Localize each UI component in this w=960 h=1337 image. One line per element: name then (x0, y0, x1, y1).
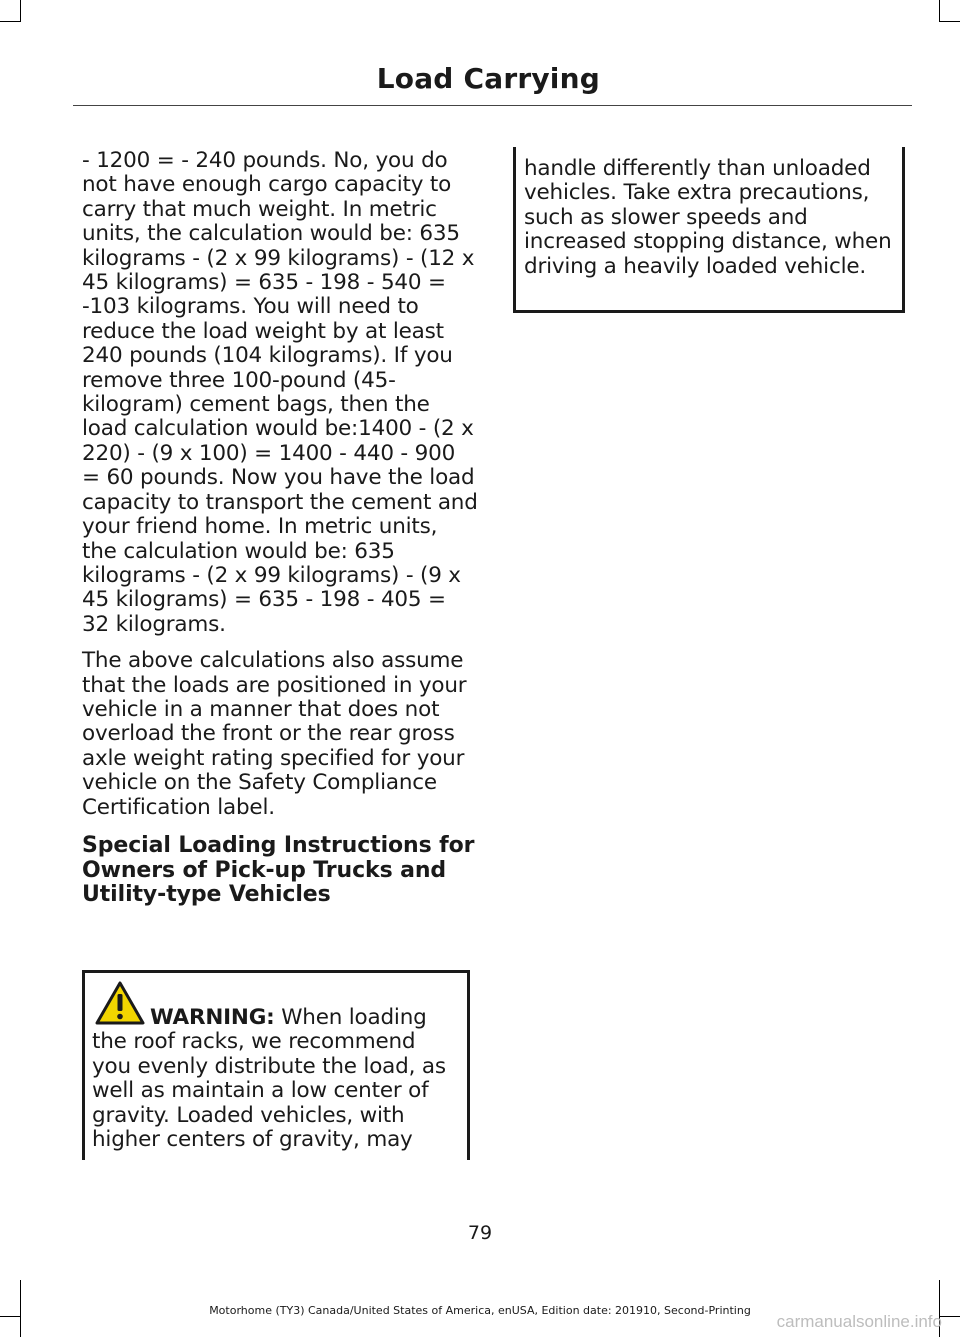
calculation-paragraph: - 1200 = - 240 pounds. No, you do not have enough cargo capacity to carry that much weight. In metric units, the calculation would be: 635 kilograms - (2 x 99 kilograms) - (12 x 45 kilograms) = 635 - 198 - 540 = -103 kilograms. You will need to reduce the load weight by at least 240 pounds (104 kilograms). If you remove three 100-pound (45-kilogram) cement bags, then the load calculation would be:1400 - (2 x 220) - (9 x 100) = 1400 - 440 - 900 = 60 pounds. Now you have the load capacity to transport the cement and your friend home. In metric units, the calculation would be: 635 kilograms - (2 x 99 kilograms) - (9 x 45 kilograms) = 635 - 198 - 405 = 32 kilograms. (82, 148, 478, 637)
warning-text (92, 983, 460, 1152)
warning-body: When loading the roof racks, we recommend you evenly distribute the load, as well as maintain a low center of gravity. Loaded vehicles, with higher centers of gravity, may (92, 1005, 446, 1153)
crop-mark (20, 0, 21, 22)
section-heading: Special Loading Instructions for Owners of Pick-up Trucks and Utility-type Vehicles (82, 832, 475, 908)
warning-box (82, 970, 470, 1160)
warning-label: WARNING: (150, 1005, 275, 1030)
left-column (82, 149, 478, 908)
crop-mark (939, 0, 940, 22)
watermark: carmanualsonline.info (776, 1312, 942, 1331)
assumption-paragraph: The above calculations also assume that the loads are positioned in your vehicle in a manner that does not overload the front or the rear gross axle weight rating specified for your vehicle on the Safety Compliance Certification label. (82, 648, 467, 820)
warning-box-continued (513, 147, 905, 313)
page-title: Load Carrying (376, 62, 600, 95)
warning-continued-text: handle differently than unloaded vehicles. Take extra precautions, such as slower speeds and increased stopping distance, when driving a heavily loaded vehicle. (524, 156, 892, 279)
footer-text: Motorhome (TY3) Canada/United States of America, enUSA, Edition date: 201910, Second-Printing (209, 1304, 751, 1317)
header-divider (73, 105, 912, 106)
page-number: 79 (467, 1222, 493, 1244)
crop-mark (0, 21, 21, 22)
crop-mark (939, 21, 960, 22)
warning-content (92, 983, 460, 1152)
